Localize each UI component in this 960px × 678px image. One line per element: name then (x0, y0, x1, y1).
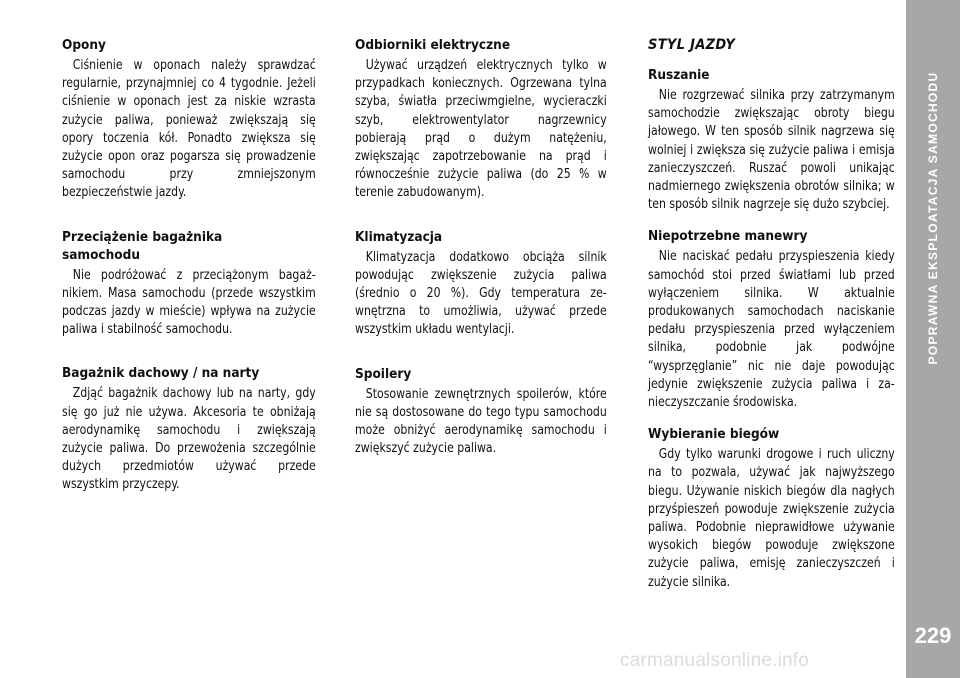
section-body: Gdy tylko warunki drogowe i ruch uliczny na to pozwala, używać jak najwyższego biegu. Używanie niskich biegów dla nagłych przyśpieszeń powoduje zwiększenie zużycia paliwa. Podobnie nieprawidłowe używanie wysokich biegów powoduje zwiększone zużycie paliwa, emisję zanieczyszczeń i zużycie silnika. (648, 446, 895, 590)
section-roof-rack (62, 364, 316, 493)
section-heading: Spoilery (355, 365, 412, 382)
watermark: carmanualsonline.info (620, 650, 810, 671)
section-unnecessary-maneuvers (648, 227, 895, 411)
section-heading: Przeciążenie bagażnika samochodu (62, 228, 223, 263)
section-air-conditioning (355, 228, 607, 339)
column-middle (355, 36, 607, 483)
section-heading: Wybieranie biegów (648, 426, 780, 443)
column-left (62, 36, 316, 520)
section-body: Nie rozgrzewać silnika przy zatrzymanym samochodzie zwiększając obroty biegu jałowego. W ten sposób silnik nagrzewa się wolniej i zwiększa się zużycie paliwa i emisja zanieczyszczeń. Ruszać powoli unikając nadmiernego zwiększenia obrotów silnika; w ten sposób silnik nagrzeje się dużo szybciej. (648, 87, 895, 213)
chapter-sidebar-label: POPRAWNA EKSPLOATACJA SAMOCHODU (926, 71, 940, 365)
section-body: Używać urządzeń elektrycznych tylko w przypadkach koniecznych. Ogrzewana tylna szyba, światła przeciwmgielne, wycieraczki szyb, elektrowentylator nagrzewnicy pobierają prąd o dużym natężeniu, zwiększając zapotrzebowanie na prąd i równocześnie zużycie paliwa (do 25 % w terenie zabudowanym). (355, 57, 607, 201)
section-heading: Klimatyzacja (355, 228, 443, 245)
section-trunk-overload (62, 228, 316, 339)
section-heading: Ruszanie (648, 67, 710, 83)
column-right (648, 36, 895, 605)
section-tires (62, 36, 316, 202)
page-number: 229 (914, 623, 952, 648)
section-body: Nie naciskać pedału przyspieszenia kiedy samochód stoi przed światłami lub przed wyłączeniem silnika. W aktualnie produkowanych samochodach naciskanie pedału przyspieszenia przed wyłączeniem silnika, podobnie jak podwójne “wysprzęglanie” nic nie daje powodując jedynie zwiększenie zużycia paliwa i zanieczyszczanie środowiska. (648, 248, 895, 411)
chapter-title: STYL JAZDY (648, 37, 736, 53)
section-body: Ciśnienie w oponach należy sprawdzać regularnie, przynajmniej co 4 tygodnie. Jeżeli ciśnienie w oponach jest za niskie wzrasta zużycie paliwa, ponieważ zwiększają się opory toczenia kół. Ponadto zwiększa się zużycie opon oraz pogarsza się prowadzenie samochodu przy zmniejszonym bezpieczeństwie jazdy. (62, 57, 316, 201)
section-body: Zdjąć bagażnik dachowy lub na narty, gdy się go już nie używa. Akcesoria te obniżają aerodynamikę samochodu i zwiększają zużycie paliwa. Do przewożenia szczególnie dużych przedmiotów używać przede wszystkim przyczepy. (62, 385, 316, 493)
section-body: Klimatyzacja dodatkowo obciąża silnik powodując zwiększenie zużycia paliwa (średnio o 20 %). Gdy temperatura zewnętrzna to umożliwia, używać przede wszystkim układu wentylacji. (355, 248, 607, 338)
section-heading: Odbiorniki elektryczne (355, 37, 511, 53)
section-heading: Niepotrzebne manewry (648, 228, 808, 245)
section-spoilers (355, 365, 607, 458)
section-body: Nie podróżować z przeciążonym bagażnikiem. Masa samochodu (przede wszystkim podczas jazdy w mieście) wpływa na zużycie paliwa i stabilność samochodu. (62, 266, 316, 338)
section-starting (648, 66, 895, 213)
section-heading: Opony (62, 37, 106, 53)
section-heading: Bagażnik dachowy / na narty (62, 365, 260, 382)
section-electrical (355, 36, 607, 202)
section-gear-selection (648, 425, 895, 591)
section-body: Stosowanie zewnętrznych spoilerów, które nie są dostosowane do tego typu samochodu może obniżyć aerodynamikę samochodu i zwiększyć zużycie paliwa. (355, 385, 607, 457)
